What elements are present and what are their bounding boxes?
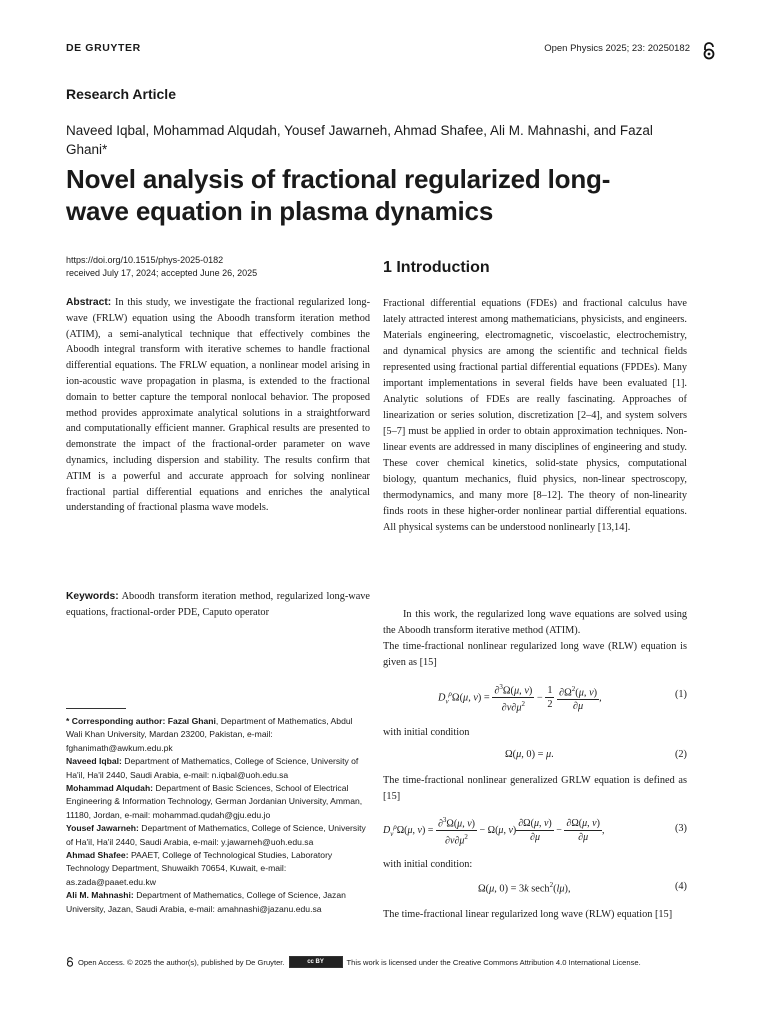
abstract-label: Abstract: — [66, 297, 112, 308]
keywords — [66, 589, 370, 621]
footnote-item: Yousef Jawarneh: Department of Mathematics, College of Science, University of Ha'il, Ha'il 2440, Saudi Arabia, e-mail: y.jawarneh@uoh.edu.sa — [66, 823, 366, 847]
equation-number: (3) — [674, 823, 687, 834]
page-title: Novel analysis of fractional regularized long-wave equation in plasma dynamics — [66, 164, 611, 226]
footnote-item: Ali M. Mahnashi: Department of Mathematics, College of Science, Jazan University, Jazan, Saudi Arabia, e-mail: amahnashi@jazanu.edu.sa — [66, 890, 346, 914]
cc-by-badge[interactable]: cc BY — [289, 956, 343, 968]
footnote-item: Naveed Iqbal: Department of Mathematics, College of Science, University of Ha'il, Ha'il 2440, Saudi Arabia, e-mail: n.iqbal@uoh.edu.sa — [66, 756, 359, 780]
journal-citation: Open Physics 2025; 23: 20250182 — [544, 43, 690, 54]
intro-paragraph: with initial condition — [383, 727, 470, 738]
equation-1: $D_\nu^\rho\Omega(\mu$, ν) = $\frac{\partial^3\Omega(\mu, \nu)}{\partial\nu\partial\mu^2}$ − $\frac{1}{2}$ $\frac{\partial\Omega^2(\mu, \nu)}{\partial\mu}$ , (1) — [438, 683, 687, 714]
license-text: This work is licensed under the Creative Commons Attribution 4.0 International License. — [346, 957, 641, 967]
page-footer — [66, 956, 706, 968]
footnote-item: Ahmad Shafee: PAAET, College of Technological Studies, Laboratory Technology Department, Shuwaikh 70654, Kuwait, e-mail: as.zada@paaet.edu.kw — [66, 850, 333, 887]
footnote-item: Mohammad Alqudah: Department of Basic Sciences, School of Electrical Engineering & Information Technology, German Jordanian University, Amman, 11180, Jordan, e-mail: mohammad.qudah@gju.edu.jo — [66, 783, 363, 820]
abstract — [66, 295, 370, 516]
article-type: Research Article — [66, 86, 176, 102]
intro-paragraph: The time-fractional nonlinear generalized GRLW equation is defined as [15] — [383, 775, 687, 802]
equation-number: (2) — [674, 749, 687, 760]
equation-4: Ω(μ, 0) = 3k sech$^2$(lμ), (4) — [478, 881, 687, 895]
equation-2: Ω(μ, 0) = μ. (2) — [505, 749, 687, 760]
doi-link[interactable]: https://doi.org/10.1515/phys-2025-0182 — [66, 255, 224, 265]
keywords-label: Keywords: — [66, 591, 119, 602]
equation-number: (4) — [674, 881, 687, 892]
publisher-logo: DE GRUYTER — [66, 42, 141, 54]
author-footnotes — [66, 715, 370, 916]
intro-paragraph: Fractional differential equations (FDEs) and fractional calculus have lately attracted interest among mathematicians, physicists, and engineers. Materials engineering, electromagnetic, viscoelastic, electrochemistry, and dynamical physics are among the scientific and technical fields represented using fractional partial differential equations (FPDEs). Many important implementations in several fields have been evaluated [1]. Analytic solutions of FDEs are really fascinating. Approaches of linearization or series solution, discretization [2–4], and system solvers [5–7] must be applied in order to obtain approximation techniques. Non-linear events are addressed in many disciplines of engineering and study. These cover chemical kinetics, solid-state physics, computational biology, quantum mechanics, fluid physics, non-linear spectroscopy, thermodynamics, and many more [8–12]. The theory of non-linearity finds roots in these higher-order nonlinear partial differential equations. All physical systems can be understood nonlinearly [13,14]. — [383, 298, 687, 533]
article-dates: received July 17, 2024; accepted June 26, 2025 — [66, 268, 258, 278]
keywords-text: Aboodh transform iteration method, regularized long-wave equations, fractional-order PDE, Caputo operator — [66, 591, 370, 618]
author-list: Naveed Iqbal, Mohammad Alqudah, Yousef Jawarneh, Ahmad Shafee, Ali M. Mahnashi, and Fazal Ghani* — [66, 123, 653, 157]
footnote-item: * Corresponding author: Fazal Ghani, Department of Mathematics, Abdul Wali Khan University, Mardan 23200, Pakistan, e-mail: fghanimath@awkum.edu.pk — [66, 716, 353, 753]
open-access-icon — [702, 42, 716, 60]
intro-paragraph: The time-fractional linear regularized long wave (RLW) equation [15] — [383, 909, 673, 920]
abstract-text: In this study, we investigate the fractional regularized long-wave (FRLW) equation using the Aboodh transform iteration method (ATIM), a semi-analytical technique that effectively combines the Aboodh integral transform with iterative schemes to handle fractional differential equations. The FRLW equation, a nonlinear model arising in ion-acoustic wave propagation in plasma, is extended to the fractional domain to better capture the temporal nonlocal behavior. The proposed method provides approximate analytical solutions in a straightforward and computationally efficient manner. Graphical results are presented to demonstrate the impact of the fractional-order parameter on wave dynamics, including dispersion and stability. The results confirm that ATIM is a powerful and accurate approach for solving nonlinear fractional partial differential equations and enriches the analytical understanding of fractional plasma wave models. — [66, 297, 370, 514]
open-access-notice: Open Access. © 2025 the author(s), published by De Gruyter. — [78, 957, 285, 967]
section-heading: 1 Introduction — [383, 259, 490, 276]
open-access-icon — [66, 957, 74, 967]
article-meta — [66, 254, 257, 280]
equation-number: (1) — [674, 689, 687, 700]
footnote-divider — [66, 708, 126, 709]
equation-3: $D_\nu^\rho\Omega(\mu$, ν) = $\frac{\partial^3\Omega(\mu, \nu)}{\partial\nu\partial\mu^2}$ − Ω(μ, ν) $\frac{\partial\Omega(\mu, \nu)}{\partial\mu}$ − $\frac{\partial\Omega(\mu, \nu)}{\partial\mu}$ , (3) — [383, 816, 687, 847]
intro-paragraph: In this work, the regularized long wave equations are solved using the Aboodh transform iterative method (ATIM). The time-fractional nonlinear regularized long wave (RLW) equation is given as [15] — [383, 609, 687, 668]
intro-paragraph: with initial condition: — [383, 859, 473, 870]
